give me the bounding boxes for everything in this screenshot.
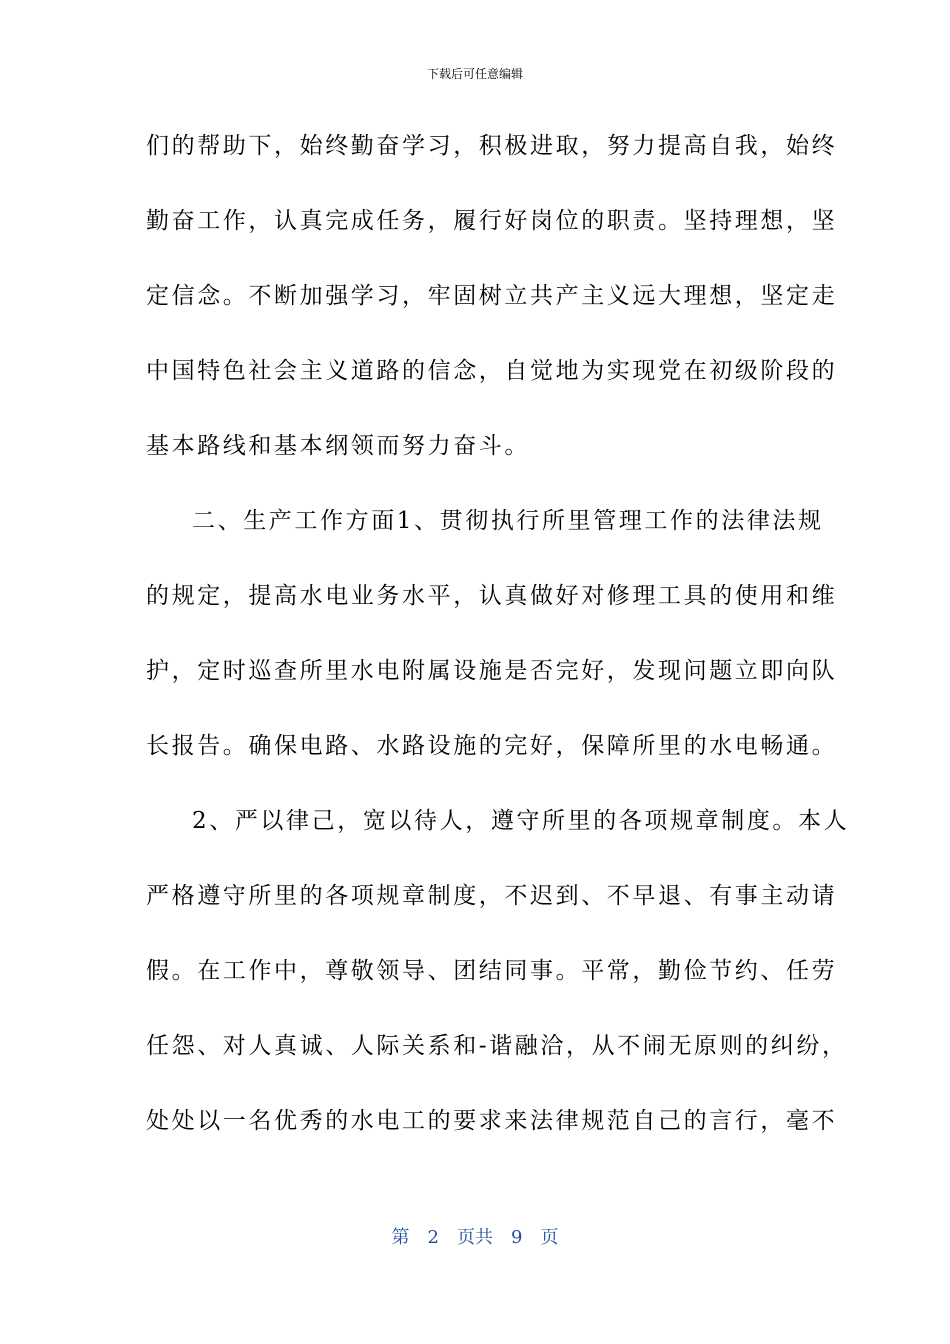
text-line: 长报告。确保电路、水路设施的完好，保障所里的水电畅通。 <box>146 733 838 759</box>
page-header: 下载后可任意编辑 <box>426 67 523 81</box>
paragraph-start-line: 二、生产工作方面1、贯彻执行所里管理工作的法律法规 <box>192 508 824 534</box>
text-line: 们的帮助下，始终勤奋学习，积极进取，努力提高自我，始终 <box>146 133 838 159</box>
paragraph-start-line: 2、严以律己，宽以待人，遵守所里的各项规章制度。本人 <box>192 808 850 834</box>
text-line: 中国特色社会主义道路的信念，自觉地为实现党在初级阶段的 <box>146 358 838 384</box>
footer-prefix: 第 <box>391 1227 410 1248</box>
text-line: 基本路线和基本纲领而努力奋斗。 <box>146 433 530 459</box>
text-line: 的规定，提高水电业务水平，认真做好对修理工具的使用和维 <box>146 583 838 609</box>
text-line: 处处以一名优秀的水电工的要求来法律规范自己的言行，毫不 <box>146 1108 838 1134</box>
text-line: 定信念。不断加强学习，牢固树立共产主义远大理想，坚定走 <box>146 283 838 309</box>
text-line: 严格遵守所里的各项规章制度，不迟到、不早退、有事主动请 <box>146 883 838 909</box>
document-body <box>146 122 850 1172</box>
text-line: 假。在工作中，尊敬领导、团结同事。平常，勤俭节约、任劳 <box>146 958 838 984</box>
page-footer <box>0 1226 950 1250</box>
text-line: 勤奋工作，认真完成任务，履行好岗位的职责。坚持理想，坚 <box>146 208 838 234</box>
footer-page-number: 2 <box>427 1227 439 1248</box>
text-line: 护，定时巡查所里水电附属设施是否完好，发现问题立即向队 <box>146 658 838 684</box>
footer-middle: 页共 <box>457 1227 493 1248</box>
footer-total-pages: 9 <box>511 1227 523 1248</box>
text-line: 任怨、对人真诚、人际关系和-谐融洽，从不闹无原则的纠纷， <box>146 1033 848 1059</box>
footer-suffix: 页 <box>540 1227 559 1248</box>
